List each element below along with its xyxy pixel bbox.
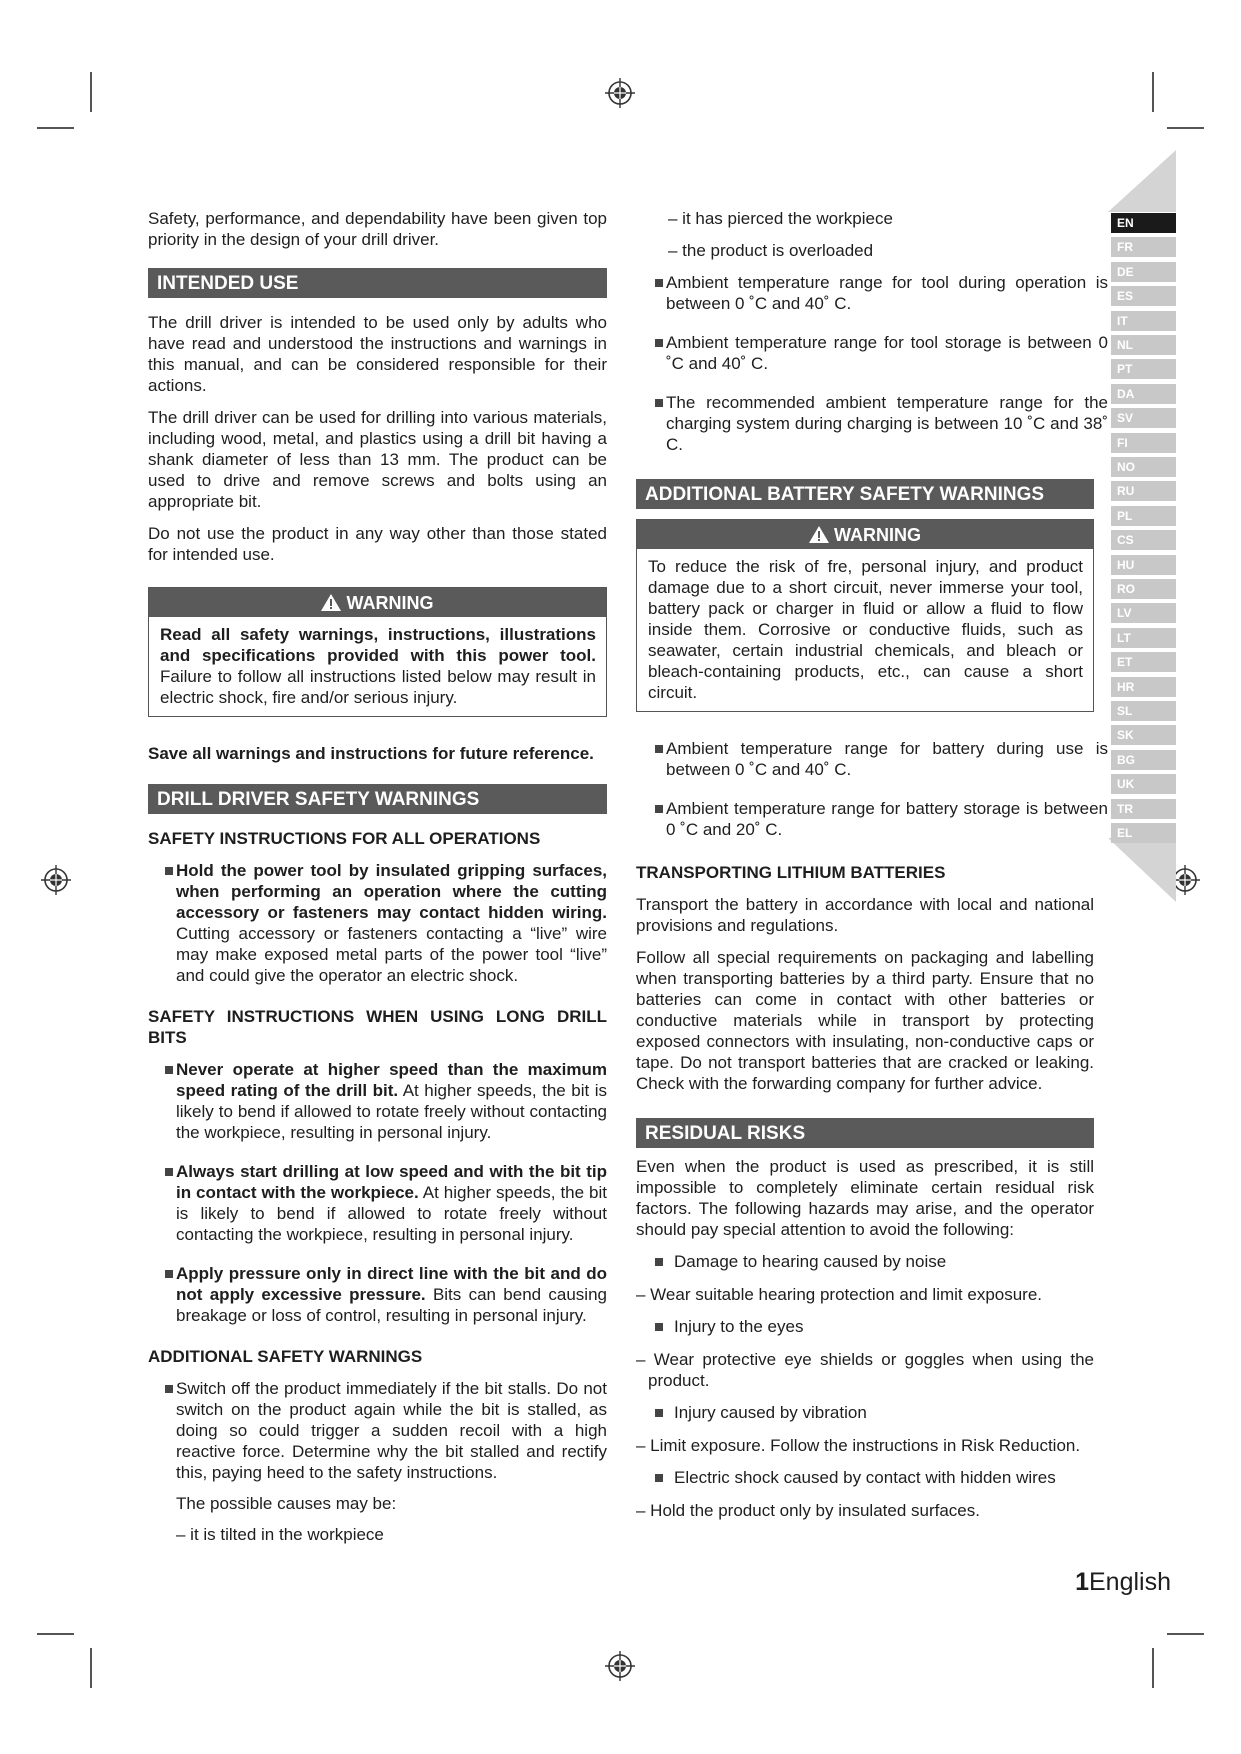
crop-mark [1167, 127, 1204, 129]
tab-pl[interactable]: PL [1111, 506, 1176, 526]
bullet-square-icon [165, 1168, 173, 1176]
subheading: ADDITIONAL SAFETY WARNINGS [148, 1347, 423, 1366]
intended-use-paragraph: Do not use the product in any way other than those stated for intended use. [148, 524, 607, 564]
tab-en[interactable]: EN [1111, 213, 1176, 233]
residual-intro: Even when the product is used as prescribed, it is still impossible to completely eliminate certain residual risk factors. The following hazards may arise, and the operator should pay special attention to avoid the following: [636, 1157, 1094, 1239]
dash-item: – it has pierced the workpiece [668, 209, 893, 228]
tab-pt[interactable]: PT [1111, 359, 1176, 379]
bullet-item: The recommended ambient temperature range for the charging system during charging is between 10 ˚C and 38˚ C. [636, 392, 1108, 455]
tab-cs[interactable]: CS [1111, 530, 1176, 550]
crop-mark [90, 1648, 92, 1688]
tab-tr[interactable]: TR [1111, 799, 1176, 819]
bullet-item: Injury caused by vibration [636, 1402, 1094, 1423]
save-note: Save all warnings and instructions for future reference. [148, 744, 594, 763]
dash-item: – the product is overloaded [668, 241, 874, 260]
bullet-square-icon [165, 1066, 173, 1074]
tab-lv[interactable]: LV [1111, 603, 1176, 623]
tab-it[interactable]: IT [1111, 311, 1176, 331]
tab-fr[interactable]: FR [1111, 237, 1176, 257]
bullet-item: Apply pressure only in direct line with the bit and do not apply excessive pressure. Bits can bend causing breakage or loss of control, resulting in personal injury. [148, 1263, 607, 1326]
bullet-square-icon [165, 1270, 173, 1278]
intended-use-paragraph: The drill driver is intended to be used only by adults who have read and understood the instructions and warnings in this manual, and can be considered responsible for their actions. [148, 313, 607, 395]
bullet-square-icon [655, 399, 663, 407]
tab-el[interactable]: EL [1111, 823, 1176, 843]
registration-mark-icon [41, 865, 71, 895]
crop-mark [1152, 72, 1154, 112]
tab-sk[interactable]: SK [1111, 725, 1176, 745]
bullet-item: Never operate at higher speed than the maximum speed rating of the drill bit. At higher speeds, the bit is likely to bend if allowed to rotate freely without contacting the workpiece, resulting in personal injury. [148, 1059, 607, 1143]
bullet-square-icon [655, 1258, 663, 1266]
bullet-item: Ambient temperature range for battery storage is between 0 ˚C and 20˚ C. [636, 798, 1108, 840]
bullet-item: Hold the power tool by insulated gripping surfaces, when performing an operation where the cutting accessory or fasteners may contact hidden wiring. Cutting accessory or fasteners contacting a “live” wire may make exposed metal parts of the power tool “live” and could give the operator an electric shock. [148, 860, 607, 986]
transport-paragraph: Transport the battery in accordance with local and national provisions and regulations. [636, 895, 1094, 935]
tab-sv[interactable]: SV [1111, 408, 1176, 428]
warning-header [149, 588, 606, 617]
warning-header [637, 520, 1093, 549]
warning-triangle-icon [321, 594, 341, 611]
tab-bg[interactable]: BG [1111, 750, 1176, 770]
tab-da[interactable]: DA [1111, 384, 1176, 404]
footer-language: English [1089, 1568, 1171, 1596]
section-heading-drill-warnings: DRILL DRIVER SAFETY WARNINGS [148, 784, 607, 814]
dash-item: – Hold the product only by insulated surfaces. [636, 1501, 980, 1520]
tab-ro[interactable]: RO [1111, 579, 1176, 599]
tab-lt[interactable]: LT [1111, 628, 1176, 648]
left-column [148, 208, 607, 1557]
bullet-item: Electric shock caused by contact with hidden wires [636, 1467, 1094, 1488]
bullet-square-icon [165, 1385, 173, 1393]
crop-mark [37, 1633, 74, 1635]
bullet-square-icon [655, 1323, 663, 1331]
bullet-item: Damage to hearing caused by noise [636, 1251, 1094, 1272]
bullet-item: Ambient temperature range for tool storage is between 0 ˚C and 40˚ C. [636, 332, 1108, 374]
warning-title: WARNING [834, 525, 921, 545]
page-number: 1 [1075, 1568, 1089, 1596]
dash-item: – Wear protective eye shields or goggles when using the product. [636, 1350, 1094, 1390]
warning-title: WARNING [346, 593, 434, 613]
crop-mark [1167, 1633, 1204, 1635]
warning-triangle-icon [809, 526, 829, 543]
section-heading-intended-use: INTENDED USE [148, 268, 607, 298]
right-column [636, 208, 1108, 1532]
intro-paragraph: Safety, performance, and dependability have been given top priority in the design of your drill driver. [148, 209, 607, 249]
bullet-square-icon [655, 1474, 663, 1482]
subheading: SAFETY INSTRUCTIONS WHEN USING LONG DRILL BITS [148, 1007, 607, 1047]
crop-mark [37, 127, 74, 129]
bullet-item: Switch off the product immediately if the bit stalls. Do not switch on the product again while the bit is stalled, as doing so could trigger a sudden recoil with a high reactive force. Determine why the bit stalled and rectify this, paying heed to the safety instructions. The possible causes may be: – it is tilted in the workpiece [148, 1378, 607, 1545]
page-footer [1075, 1568, 1171, 1597]
registration-mark-icon [605, 1651, 635, 1681]
warning-text: Failure to follow all instructions listed below may result in electric shock, fire and/or serious injury. [160, 667, 596, 707]
tab-sl[interactable]: SL [1111, 701, 1176, 721]
registration-mark-icon [605, 78, 635, 108]
tab-no[interactable]: NO [1111, 457, 1176, 477]
tab-ru[interactable]: RU [1111, 481, 1176, 501]
tab-fi[interactable]: FI [1111, 433, 1176, 453]
section-heading-residual-risks: RESIDUAL RISKS [636, 1118, 1094, 1148]
tab-hr[interactable]: HR [1111, 677, 1176, 697]
tab-de[interactable]: DE [1111, 262, 1176, 282]
bullet-square-icon [655, 745, 663, 753]
bullet-square-icon [655, 279, 663, 287]
bullet-square-icon [655, 1409, 663, 1417]
crop-mark [1152, 1648, 1154, 1688]
tab-es[interactable]: ES [1111, 286, 1176, 306]
bullet-item: Ambient temperature range for battery during use is between 0 ˚C and 40˚ C. [636, 738, 1108, 780]
tab-uk[interactable]: UK [1111, 774, 1176, 794]
bullet-square-icon [655, 339, 663, 347]
intended-use-paragraph: The drill driver can be used for drilling into various materials, including wood, metal, and plastics using a drill bit having a shank diameter of less than 13 mm. The product can be used to drive and remove screws and bolts using an appropriate bit. [148, 408, 607, 511]
crop-mark [90, 72, 92, 112]
dash-item: – Wear suitable hearing protection and limit exposure. [636, 1285, 1043, 1304]
subheading: SAFETY INSTRUCTIONS FOR ALL OPERATIONS [148, 829, 541, 848]
tab-et[interactable]: ET [1111, 652, 1176, 672]
bullet-item: Ambient temperature range for tool during operation is between 0 ˚C and 40˚ C. [636, 272, 1108, 314]
dash-item: – Limit exposure. Follow the instructions in Risk Reduction. [636, 1436, 1081, 1455]
tab-nl[interactable]: NL [1111, 335, 1176, 355]
warning-box [636, 519, 1094, 712]
section-heading-battery: ADDITIONAL BATTERY SAFETY WARNINGS [636, 479, 1094, 509]
subheading: TRANSPORTING LITHIUM BATTERIES [636, 863, 946, 882]
warning-bold-text: Read all safety warnings, instructions, illustrations and specifications provided with this power tool. [160, 625, 596, 665]
bullet-square-icon [655, 805, 663, 813]
tab-strip-top-triangle [1108, 150, 1176, 212]
tab-hu[interactable]: HU [1111, 555, 1176, 575]
warning-text: To reduce the risk of fre, personal injury, and product damage due to a short circuit, never immerse your tool, battery pack or charger in fluid or allow a fluid to flow inside them. Corrosive or conductive fluids, such as seawater, certain industrial chemicals, and bleach or bleach-containing products, etc., can cause a short circuit. [648, 557, 1083, 702]
bullet-item: Always start drilling at low speed and with the bit tip in contact with the workpiece. At higher speeds, the bit is likely to bend if allowed to rotate freely without contacting the workpiece, resulting in personal injury. [148, 1161, 607, 1245]
warning-box [148, 587, 607, 717]
bullet-item: Injury to the eyes [636, 1316, 1094, 1337]
bullet-square-icon [165, 867, 173, 875]
tab-strip-bottom-triangle [1108, 838, 1176, 902]
transport-paragraph: Follow all special requirements on packaging and labelling when transporting batteries by a third party. Ensure that no batteries can come in contact with other batteries or conductive materials while in transport by protecting exposed connectors with insulating, non-conductive caps or tape. Do not transport batteries that are cracked or leaking. Check with the forwarding company for further advice. [636, 948, 1094, 1093]
